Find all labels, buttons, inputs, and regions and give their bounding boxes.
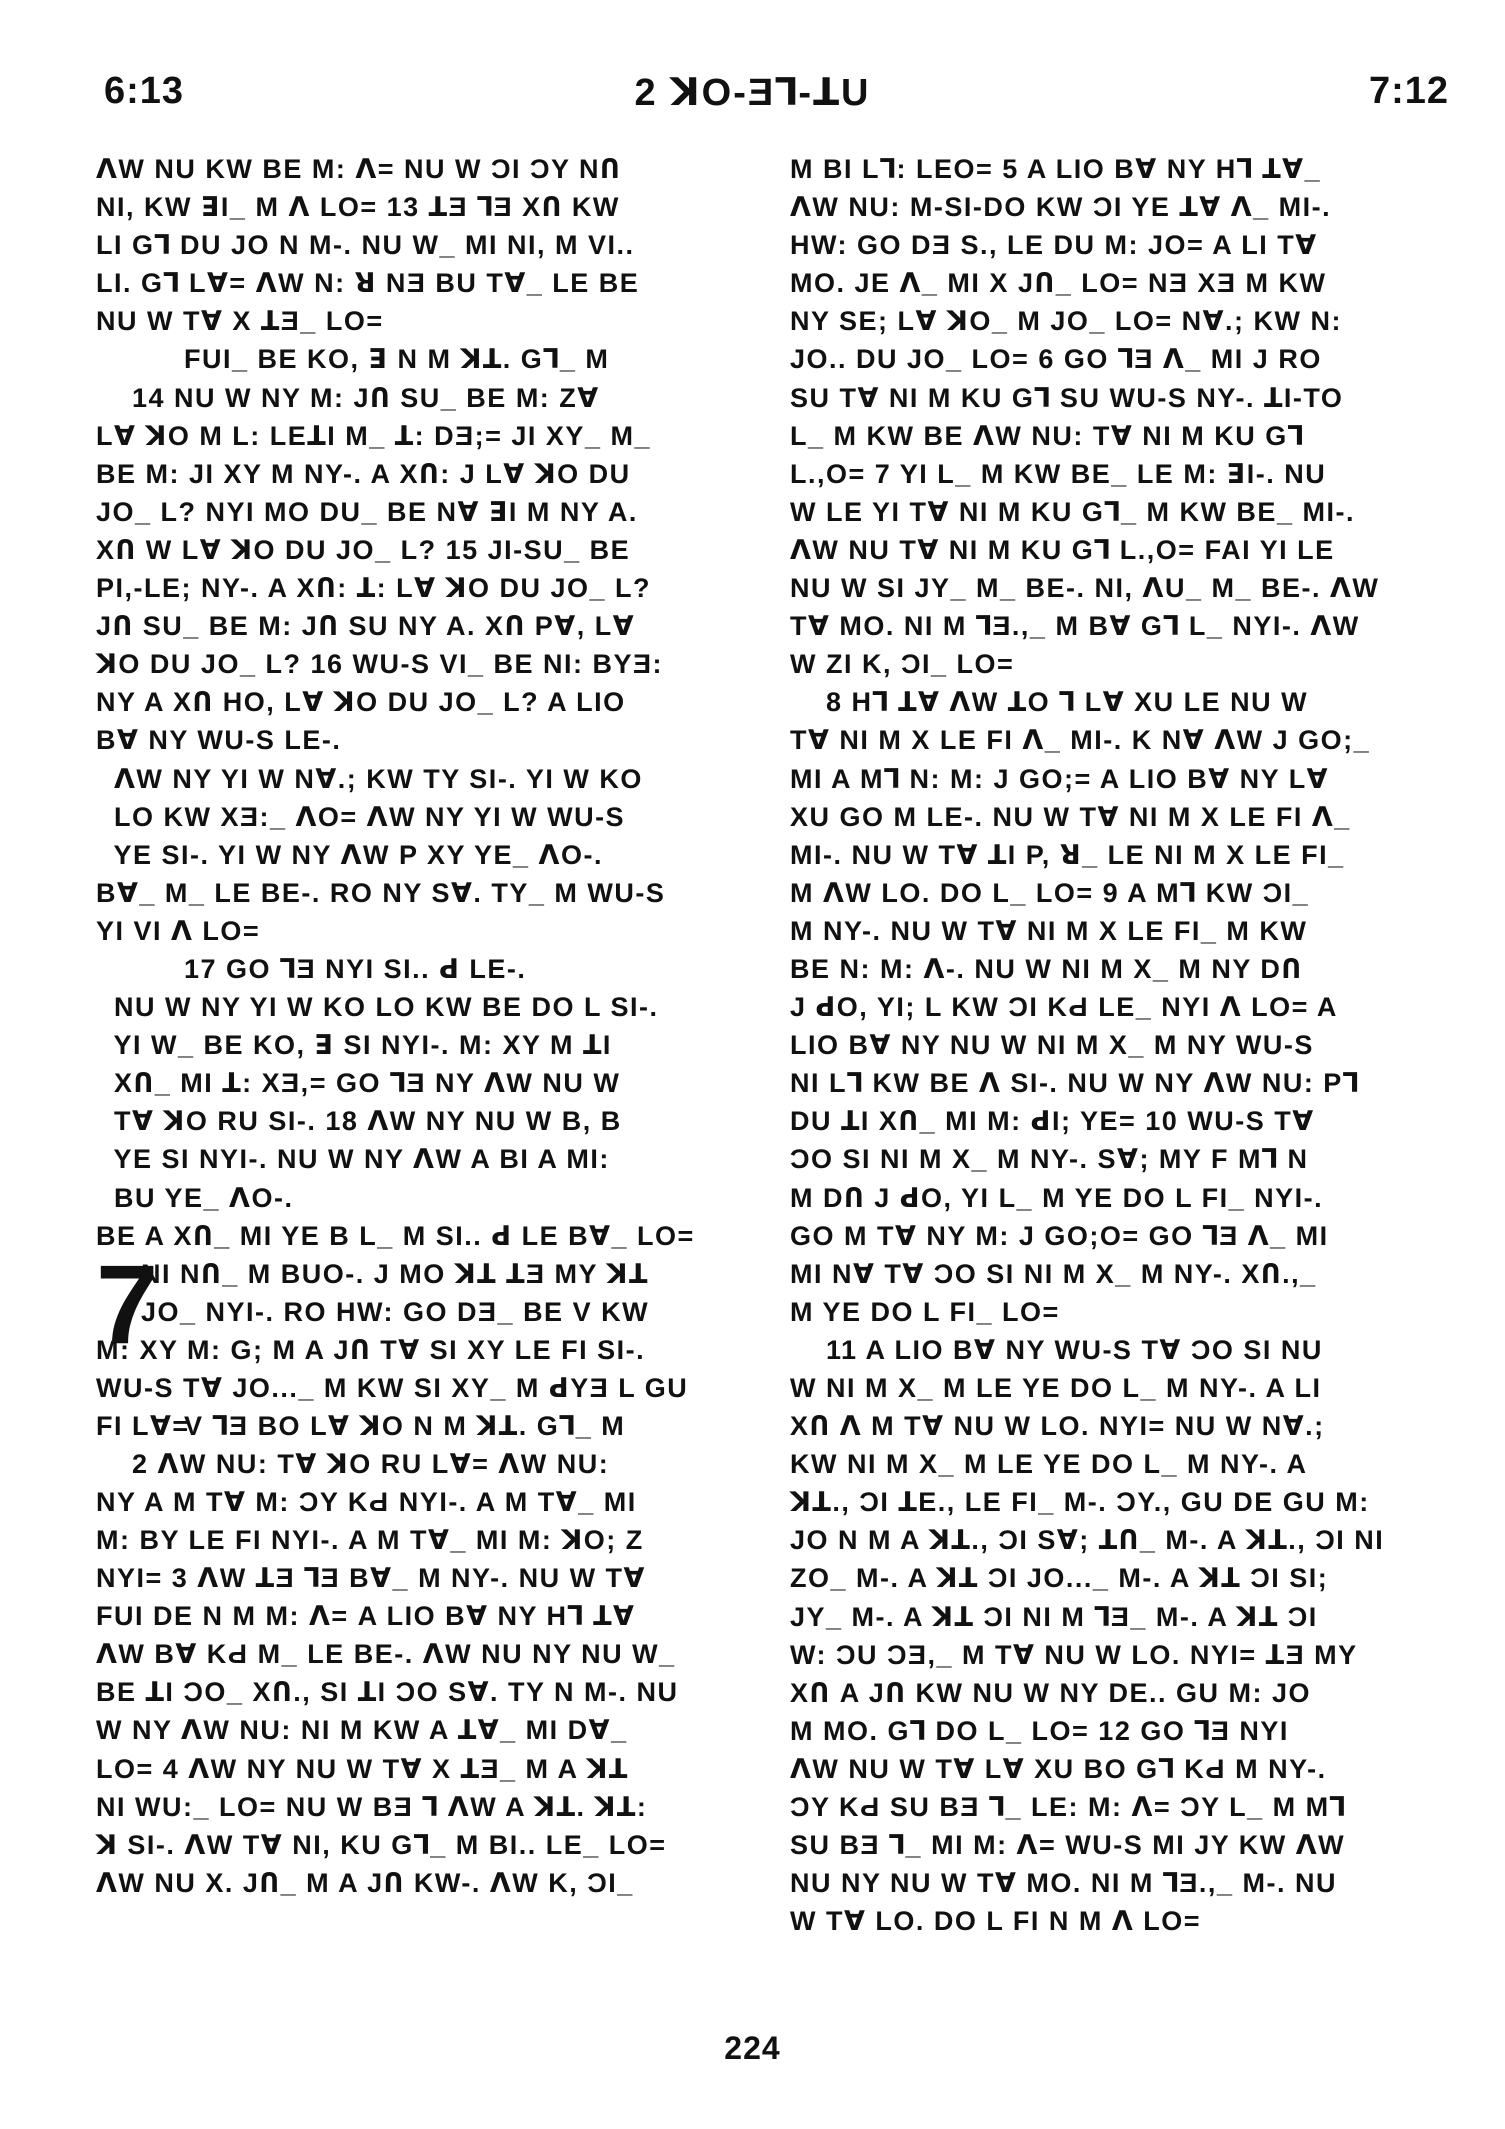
- text-line: M ꓥW LO. DO L_ LO= 9 A Mꓶ KW ƆI_: [790, 877, 1310, 908]
- header-book-title: 2 ꓘO-Ǝꓶ-ꓕU: [634, 72, 871, 114]
- text-line: NU W SI JY_ M_ BE-. NI, ꓥU_ M_ BE-. ꓥW: [790, 573, 1380, 604]
- text-line: YI VI ꓥ LO=: [96, 915, 261, 946]
- text-line: SU BƎ ꓶ_ MI M: ꓥ= WU-S MI JY KW ꓥW: [790, 1830, 1346, 1861]
- text-line: NU W Tꓯ X ꓕƎ_ LO=: [96, 306, 384, 337]
- text-line: W ZI K, ƆI_ LO=: [790, 649, 1015, 680]
- text-line: JO.. DU JO_ LO= 6 GO ꓶƎ ꓥ_ MI J RO: [790, 344, 1322, 375]
- text-line: ꓥW NU Tꓯ NI M KU Gꓶ L.,O= FAI YI LE: [790, 534, 1335, 565]
- text-line: Bꓯ_ M_ LE BE-. RO NY Sꓯ. TY_ M WU-S: [96, 877, 666, 908]
- text-line: ꓥW NY YI W Nꓯ.; KW TY SI-. YI W KO: [96, 763, 643, 794]
- text-line: MO. JE ꓥ_ MI X JՈ_ LO= NƎ XƎ M KW: [790, 268, 1327, 299]
- text-line: DU ꓕI XՈ_ MI M: ꓒI; YE= 10 WU-S Tꓯ: [790, 1106, 1315, 1137]
- text-line: M BI Lꓶ: LEO= 5 A LIO Bꓯ NY Hꓶ ꓕꓯ_: [790, 154, 1322, 184]
- text-line: MI Nꓯ Tꓯ ƆO SI NI M X_ M NY-. XՈ.,_: [790, 1258, 1317, 1289]
- text-line: L.,O= 7 YI L_ M KW BE_ LE M: ꓱI-. NU: [790, 458, 1327, 489]
- text-line: NI WU:_ LO= NU W BƎ ꓶ ꓥW A ꓘꓕ. ꓘꓕ:: [96, 1791, 648, 1822]
- text-line: LO KW XƎ:_ ꓥO= ꓥW NY YI W WU-S: [96, 801, 626, 832]
- text-line: W: ƆU ƆƎ,_ M Tꓯ NU W LO. NYI= ꓕƎ MY: [790, 1639, 1358, 1670]
- text-line: NYI= 3 ꓥW ꓕƎ ꓶƎ Bꓯ_ M NY-. NU W Tꓯ: [96, 1563, 646, 1594]
- header-verse-start: 6:13: [104, 70, 185, 112]
- text-line: JY_ M-. A ꓘꓕ ƆI NI M ꓶƎ_ M-. A ꓘꓕ ƆI: [790, 1601, 1318, 1632]
- text-line: Tꓯ MO. NI M ꓶƎ.,_ M Bꓯ Gꓶ L_ NYI-. ꓥW: [790, 611, 1360, 642]
- text-line: LI Gꓶ DU JO N M-. NU W_ MI NI, M VI..: [96, 230, 635, 261]
- page-number: 224: [724, 2030, 781, 2066]
- text-line: NY A M Tꓯ M: ƆY KԀ NYI-. A M Tꓯ_ MI: [96, 1486, 637, 1517]
- text-line: J ꓒO, YI; L KW ƆI KԀ LE_ NYI ꓥ LO= A: [790, 992, 1338, 1023]
- text-line: XՈ ꓥ M Tꓯ NU W LO. NYI= NU W Nꓯ.;: [790, 1411, 1325, 1442]
- text-line: ꓘ SI-. ꓥW Tꓯ NI, KU Gꓶ_ M BI.. LE_ LO=: [96, 1829, 667, 1860]
- text-line: W LE YI Tꓯ NI M KU Gꓶ_ M KW BE_ MI-.: [790, 496, 1355, 527]
- text-line: SU Tꓯ NI M KU Gꓶ SU WU-S NY-. ꓕI-TO: [790, 382, 1344, 413]
- text-line: ꓘꓕ., ƆI ꓕE., LE FI_ M-. ƆY., GU DE GU M:: [790, 1487, 1370, 1518]
- text-line: HW: GO DƎ S., LE DU M: JO= A LI Tꓯ: [790, 230, 1318, 261]
- text-line: Bꓯ NY WU-S LE-.: [96, 725, 342, 756]
- text-line: 8 Hꓶ ꓕꓯ ꓥW ꓕO ꓶ Lꓯ XU LE NU W: [790, 687, 1309, 718]
- text-line: BE M: JI XY M NY-. A XՈ: J Lꓯ ꓘO DU: [96, 458, 631, 489]
- text-line: JՈ SU_ BE M: JՈ SU NY A. XՈ Pꓯ, Lꓯ: [96, 611, 636, 642]
- text-line: FUI DE N M M: ꓥ= A LIO Bꓯ NY Hꓶ ꓕꓯ: [96, 1601, 636, 1632]
- page-header: [0, 70, 1505, 130]
- text-line: JO N M A ꓘꓕ., ƆI Sꓯ; ꓕՈ_ M-. A ꓘꓕ., ƆI NI: [790, 1525, 1385, 1556]
- text-line: 11 A LIO Bꓯ NY WU-S Tꓯ ƆO SI NU: [790, 1334, 1323, 1365]
- text-line: KW NI M X_ M LE YE DO L_ M NY-. A: [790, 1449, 1308, 1480]
- section-heading: 17 GO ꓶƎ NYI SI.. ꓒ LE-.: [184, 953, 527, 984]
- text-line: Tꓯ ꓘO RU SI-. 18 ꓥW NY NU W B, B: [96, 1106, 622, 1137]
- text-line: M: XY M: G; M A JՈ Tꓯ SI XY LE FI SI-.: [96, 1334, 646, 1365]
- text-line: XՈ_ MI ꓕ: XƎ,= GO ꓶƎ NY ꓥW NU W: [96, 1068, 621, 1099]
- text-line: W NI M X_ M LE YE DO L_ M NY-. A LI: [790, 1373, 1322, 1403]
- text-line: ꓥW NU W Tꓯ Lꓯ XU BO Gꓶ KԀ M NY-.: [790, 1753, 1327, 1784]
- text-line: WU-S Tꓯ JO..._ M KW SI XY_ M ꓒYƎ L GU: [96, 1373, 689, 1403]
- text-line: NI Lꓶ KW BE ꓥ SI-. NU W NY ꓥW NU: Pꓶ: [790, 1068, 1360, 1099]
- left-text-column: [96, 150, 756, 1902]
- text-line: JO_ NYI-. RO HW: GO DƎ_ BE V KW: [96, 1296, 650, 1327]
- text-line: M MO. Gꓶ DO L_ LO= 12 GO ꓶƎ NYI: [790, 1715, 1289, 1746]
- text-line: 14 NU W NY M: JՈ SU_ BE M: Zꓯ: [96, 382, 600, 413]
- text-line: W Tꓯ LO. DO L FI N M ꓥ LO=: [790, 1906, 1202, 1937]
- text-line: LO= 4 ꓥW NY NU W Tꓯ X ꓕƎ_ M A ꓘꓕ: [96, 1753, 629, 1784]
- section-heading: FUI_ BE KO, ꓱ N M ꓘꓕ. Gꓶ_ M: [184, 344, 610, 375]
- text-line: LIO Bꓯ NY NU W NI M X_ M NY WU-S: [790, 1030, 1314, 1061]
- text-line: YI W_ BE KO, ꓱ SI NYI-. M: XY M ꓕI: [96, 1030, 612, 1061]
- text-line: BE A XՈ_ MI YE B L_ M SI.. ꓒ LE Bꓯ_ LO=: [96, 1220, 695, 1251]
- text-line: NU NY NU W Tꓯ MO. NI M ꓶƎ.,_ M-. NU: [790, 1868, 1337, 1899]
- text-line: BE ꓕI ƆO_ XՈ., SI ꓕI ƆO Sꓯ. TY N M-. NU: [96, 1677, 679, 1708]
- text-line: JO_ L? NYI MO DU_ BE Nꓯ ꓱI M NY A.: [96, 496, 638, 527]
- chapter-number: 7: [96, 1241, 160, 1367]
- text-line: W NY ꓥW NU: NI M KW A ꓕꓯ_ MI Dꓯ_: [96, 1715, 628, 1746]
- text-line: ꓥW NU KW BE M: ꓥ= NU W ƆI ƆY NՈ: [96, 154, 622, 184]
- text-line: YE SI-. YI W NY ꓥW P XY YE_ ꓥO-.: [96, 839, 603, 870]
- text-line: ꓥW NU X. JՈ_ M A JՈ KW-. ꓥW K, ƆI_: [96, 1867, 634, 1898]
- text-line: BU YE_ ꓥO-.: [96, 1182, 294, 1213]
- text-line: NU W NY YI W KO LO KW BE DO L SI-.: [96, 992, 659, 1023]
- text-line: Lꓯ ꓘO M L: LEꓕI M_ ꓕ: DƎ;= JI XY_ M_: [96, 420, 651, 451]
- text-line: M YE DO L FI_ LO=: [790, 1296, 1060, 1327]
- text-line: BE N: M: ꓥ-. NU W NI M X_ M NY DՈ: [790, 953, 1303, 984]
- text-line: NY SE; Lꓯ ꓘO_ M JO_ LO= Nꓯ.; KW N:: [790, 306, 1343, 337]
- text-line: M: BY LE FI NYI-. A M Tꓯ_ MI M: ꓘO; Z: [96, 1525, 644, 1555]
- section-heading: V ꓶƎ BO Lꓯ ꓘO N M ꓘꓕ. Gꓶ_ M: [184, 1410, 626, 1441]
- text-line: ƆY KԀ SU BƎ ꓶ_ LE: M: ꓥ= ƆY L_ M Mꓶ: [790, 1792, 1347, 1823]
- text-line: NI NՈ_ M BUO-. J MO ꓘꓕ ꓕƎ MY ꓘꓕ: [96, 1258, 649, 1289]
- text-line: ZO_ M-. A ꓘꓕ ƆI JO..._ M-. A ꓘꓕ ƆI SI;: [790, 1563, 1329, 1594]
- text-line: 2 ꓥW NU: Tꓯ ꓘO RU Lꓯ= ꓥW NU:: [96, 1448, 610, 1479]
- header-verse-end: 7:12: [1368, 70, 1449, 112]
- text-line: LI. Gꓶ Lꓯ= ꓥW N: ꓤ NƎ BU Tꓯ_ LE BE: [96, 268, 640, 299]
- text-line: M DՈ J ꓒO, YI L_ M YE DO L FI_ NYI-.: [790, 1182, 1324, 1213]
- text-line: XՈ A JՈ KW NU W NY DE.. GU M: JO: [790, 1677, 1312, 1708]
- text-line: ꓥW Bꓯ KԀ M_ LE BE-. ꓥW NU NY NU W_: [96, 1639, 676, 1670]
- text-line: ƆO SI NI M X_ M NY-. Sꓯ; MY F Mꓶ N: [790, 1144, 1309, 1175]
- text-line: PI,-LE; NY-. A XՈ: ꓕ: Lꓯ ꓘO DU JO_ L?: [96, 573, 651, 604]
- text-line: ꓥW NU: M-SI-DO KW ƆI YE ꓕꓯ ꓥ_ MI-.: [790, 192, 1332, 223]
- text-line: GO M Tꓯ NY M: J GO;O= GO ꓶƎ ꓥ_ MI: [790, 1220, 1329, 1251]
- text-line: XU GO M LE-. NU W Tꓯ NI M X LE FI ꓥ_: [790, 801, 1351, 832]
- text-line: MI A Mꓶ N: M: J GO;= A LIO Bꓯ NY Lꓯ: [790, 763, 1330, 794]
- text-line: ꓘO DU JO_ L? 16 WU-S VI_ BE NI: BYƎ:: [96, 649, 663, 680]
- text-line: MI-. NU W Tꓯ ꓕI P, ꓤ_ LE NI M X LE FI_: [790, 839, 1345, 870]
- text-line: Tꓯ NI M X LE FI ꓥ_ MI-. K Nꓯ ꓥW J GO;_: [790, 725, 1371, 756]
- text-line: NY A XՈ HO, Lꓯ ꓘO DU JO_ L? A LIO: [96, 687, 626, 718]
- text-line: L_ M KW BE ꓥW NU: Tꓯ NI M KU Gꓶ: [790, 420, 1305, 451]
- text-line: YE SI NYI-. NU W NY ꓥW A BI A MI:: [96, 1144, 610, 1175]
- right-text-column: [790, 150, 1450, 1940]
- text-line: M NY-. NU W Tꓯ NI M X LE FI_ M KW: [790, 915, 1308, 946]
- text-line: XՈ W Lꓯ ꓘO DU JO_ L? 15 JI-SU_ BE: [96, 534, 631, 565]
- text-line: NI, KW ꓱI_ M ꓥ LO= 13 ꓕƎ ꓶƎ XՈ KW: [96, 192, 620, 223]
- text-line: FI Lꓯ=: [96, 1411, 190, 1442]
